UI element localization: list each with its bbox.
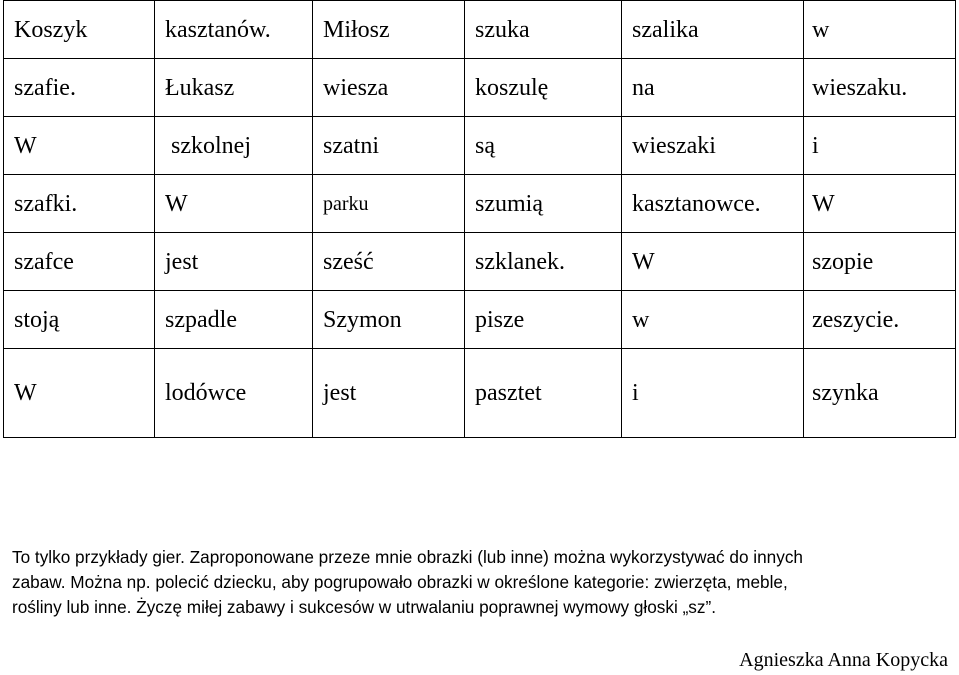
table-row <box>4 1 956 59</box>
word-cell: szkolnej <box>155 117 313 175</box>
table-row <box>4 175 956 233</box>
word-cell: pasztet <box>465 349 622 438</box>
word-cell: wieszaku. <box>804 59 956 117</box>
word-cell: parku <box>313 175 465 233</box>
word-cell: i <box>622 349 804 438</box>
word-cell: w <box>622 291 804 349</box>
word-cell: jest <box>155 233 313 291</box>
word-cell: szafie. <box>4 59 155 117</box>
word-cell: W <box>804 175 956 233</box>
table-row <box>4 349 956 438</box>
table-row <box>4 117 956 175</box>
word-cell: szklanek. <box>465 233 622 291</box>
author-signature: Agnieszka Anna Kopycka <box>739 649 948 671</box>
word-cell: jest <box>313 349 465 438</box>
word-cell: Łukasz <box>155 59 313 117</box>
word-cell: na <box>622 59 804 117</box>
note-line: To tylko przykłady gier. Zaproponowane przeze mnie obrazki (lub inne) można wykorzystywać do innych <box>12 547 803 567</box>
note-line: zabaw. Można np. polecić dziecku, aby pogrupowało obrazki w określone kategorie: zwierzęta, meble, <box>12 572 788 592</box>
word-cell: koszulę <box>465 59 622 117</box>
table-row <box>4 233 956 291</box>
table-row <box>4 59 956 117</box>
word-table <box>3 0 956 438</box>
table-row <box>4 291 956 349</box>
word-cell: szafki. <box>4 175 155 233</box>
word-cell: wiesza <box>313 59 465 117</box>
word-cell: szpadle <box>155 291 313 349</box>
word-cell: szafce <box>4 233 155 291</box>
word-cell: stoją <box>4 291 155 349</box>
word-cell: kasztanów. <box>155 1 313 59</box>
word-cell: pisze <box>465 291 622 349</box>
word-cell: szopie <box>804 233 956 291</box>
word-cell: szalika <box>622 1 804 59</box>
word-cell: Szymon <box>313 291 465 349</box>
instruction-note <box>12 545 947 620</box>
word-cell: zeszycie. <box>804 291 956 349</box>
word-cell: Miłosz <box>313 1 465 59</box>
word-cell: sześć <box>313 233 465 291</box>
word-cell: Koszyk <box>4 1 155 59</box>
word-cell: kasztanowce. <box>622 175 804 233</box>
word-cell: szuka <box>465 1 622 59</box>
word-cell: W <box>4 349 155 438</box>
word-cell: w <box>804 1 956 59</box>
word-cell: i <box>804 117 956 175</box>
word-cell: są <box>465 117 622 175</box>
word-cell: szumią <box>465 175 622 233</box>
word-cell: szatni <box>313 117 465 175</box>
word-cell: W <box>4 117 155 175</box>
word-cell: wieszaki <box>622 117 804 175</box>
word-cell: szynka <box>804 349 956 438</box>
word-cell: W <box>155 175 313 233</box>
word-cell: lodówce <box>155 349 313 438</box>
note-line: rośliny lub inne. Życzę miłej zabawy i sukcesów w utrwalaniu poprawnej wymowy głoski „sz”. <box>12 597 716 617</box>
word-cell: W <box>622 233 804 291</box>
